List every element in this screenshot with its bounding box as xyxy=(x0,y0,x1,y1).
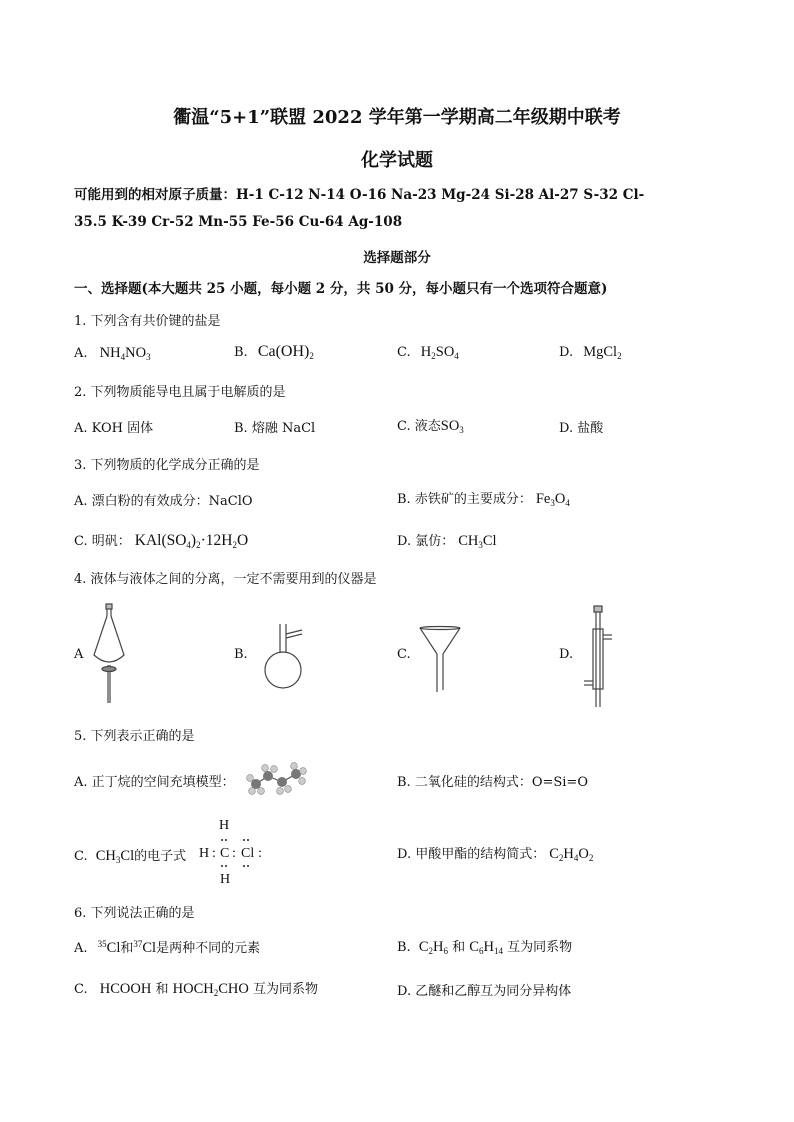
q6-option-c xyxy=(74,978,318,998)
q6-c-formula1: HCOOH xyxy=(99,981,152,997)
q5-c-mid: 的电子式 xyxy=(134,849,187,864)
question-2-stem: 2. 下列物质能导电且属于电解质的是 xyxy=(74,385,286,400)
butane-model-icon xyxy=(246,758,308,800)
q6-a-and: 和 xyxy=(120,941,134,956)
ed-h-top: H xyxy=(219,818,230,833)
question-3-stem: 3. 下列物质的化学成分正确的是 xyxy=(74,458,260,473)
q3-c-label: C. 明矾： xyxy=(74,534,131,549)
q1-b-label: B. xyxy=(234,345,248,360)
q6-a-isotope2: $^{37}$Cl xyxy=(133,939,157,956)
question-1-stem: 1. 下列含有共价键的盐是 xyxy=(74,314,221,329)
q1-option-a xyxy=(74,345,151,362)
q6-c-and: 和 xyxy=(155,982,169,997)
q3-option-c xyxy=(74,530,248,550)
q1-b-formula: $Ca(OH)_2$ xyxy=(257,343,314,361)
q1-d-label: D. xyxy=(559,345,574,360)
question-4-stem: 4. 液体与液体之间的分离，一定不需要用到的仪器是 xyxy=(74,572,377,587)
q3-d-label: D. 氯仿： xyxy=(397,534,455,549)
q5-option-a: A. 正丁烷的空间充填模型： xyxy=(74,775,235,790)
q6-a-text: 是两种不同的元素 xyxy=(156,941,261,956)
q3-option-d xyxy=(397,530,497,550)
q2-c-formula: $SO_3$ xyxy=(440,418,464,435)
q2-option-b: B. 熔融 NaCl xyxy=(234,421,316,436)
q5-option-b: B. 二氧化硅的结构式：O=Si=O xyxy=(397,775,588,790)
q6-c-formula2: $HOCH_2CHO$ xyxy=(172,981,249,998)
exam-subtitle: 化学试题 xyxy=(361,150,433,171)
ed-colon-3: : xyxy=(258,846,262,861)
q6-a-label: A. xyxy=(74,941,88,956)
ed-h-bottom: H xyxy=(220,872,231,887)
q6-c-text: 互为同系物 xyxy=(252,982,318,997)
q1-c-label: C. xyxy=(397,345,411,360)
q6-c-label: C. xyxy=(74,982,88,997)
q5-c-formula: $CH_3Cl$ xyxy=(95,848,135,865)
q3-option-b xyxy=(397,488,570,508)
q4-option-d: D. xyxy=(559,647,574,662)
q6-a-isotope1: $^{35}$Cl xyxy=(97,939,121,956)
q1-c-formula: $H_2SO_4$ xyxy=(420,344,459,361)
round-bottom-flask-icon xyxy=(262,620,312,692)
q2-option-a: A. KOH 固体 xyxy=(74,421,154,436)
q5-d-label: D. 甲酸甲酯的结构简式： xyxy=(397,847,546,862)
q6-b-label: B. xyxy=(397,940,411,955)
q6-b-formula2: $C_6H_{14}$ xyxy=(469,939,503,956)
q3-c-formula: $KAl(SO_4)_2\cdot 12H_2O$ xyxy=(134,532,249,550)
q5-c-label: C. xyxy=(74,849,88,864)
q1-a-label: A. xyxy=(74,346,88,361)
ed-colon-2: : xyxy=(232,846,236,861)
q1-a-formula: $NH_4NO_3$ xyxy=(99,345,151,362)
question-6-stem: 6. 下列说法正确的是 xyxy=(74,906,195,921)
funnel-icon xyxy=(418,626,466,694)
q2-c-label: C. 液态 xyxy=(397,419,441,434)
q5-option-d xyxy=(397,843,593,863)
q3-d-formula: $CH_3Cl$ xyxy=(458,533,497,550)
q2-option-c xyxy=(397,415,464,435)
ed-cl: Cl xyxy=(241,846,255,861)
ed-h-left: H xyxy=(199,846,210,861)
q1-option-c xyxy=(397,344,459,361)
q6-option-a xyxy=(74,937,260,957)
question-5-stem: 5. 下列表示正确的是 xyxy=(74,729,195,744)
q6-b-formula1: $C_2H_6$ xyxy=(418,939,448,956)
atomic-masses-line1: 可能用到的相对原子质量：H-1 C-12 N-14 O-16 Na-23 Mg-24 Si-28 Al-27 S-32 Cl- xyxy=(74,187,645,203)
ed-colon-1: : xyxy=(212,846,216,861)
q6-b-and: 和 xyxy=(452,940,466,955)
part-heading: 一、选择题(本大题共 25 小题，每小题 2 分，共 50 分，每小题只有一个选项符合题意) xyxy=(74,281,608,297)
q1-d-formula: MgCl$_2$ xyxy=(583,344,622,361)
q6-b-text: 互为同系物 xyxy=(507,940,573,955)
ed-dots xyxy=(216,836,266,870)
q4-option-a: A xyxy=(74,647,84,662)
q3-b-formula: $Fe_3O_4$ xyxy=(535,491,570,508)
q3-option-a: A. 漂白粉的有效成分：NaClO xyxy=(74,494,253,509)
ed-c: C xyxy=(220,846,230,861)
q6-option-b xyxy=(397,936,572,956)
exam-title: 衢温“5+1”联盟 2022 学年第一学期高二年级期中联考 xyxy=(173,107,621,128)
atomic-masses-line2: 35.5 K-39 Cr-52 Mn-55 Fe-56 Cu-64 Ag-108 xyxy=(74,214,403,230)
q1-option-b xyxy=(234,343,314,361)
q4-option-c: C. xyxy=(397,647,411,662)
q2-option-d: D. 盐酸 xyxy=(559,421,604,436)
q1-option-d xyxy=(559,344,622,361)
q5-option-c xyxy=(74,845,186,865)
section-title: 选择题部分 xyxy=(363,250,431,266)
separatory-funnel-icon xyxy=(90,603,130,707)
q4-option-b: B. xyxy=(234,647,248,662)
q5-d-formula: $C_2H_4O_2$ xyxy=(549,846,594,863)
condenser-icon xyxy=(580,605,620,709)
q3-b-label: B. 赤铁矿的主要成分： xyxy=(397,492,532,507)
q6-option-d: D. 乙醚和乙醇互为同分异构体 xyxy=(397,984,572,999)
